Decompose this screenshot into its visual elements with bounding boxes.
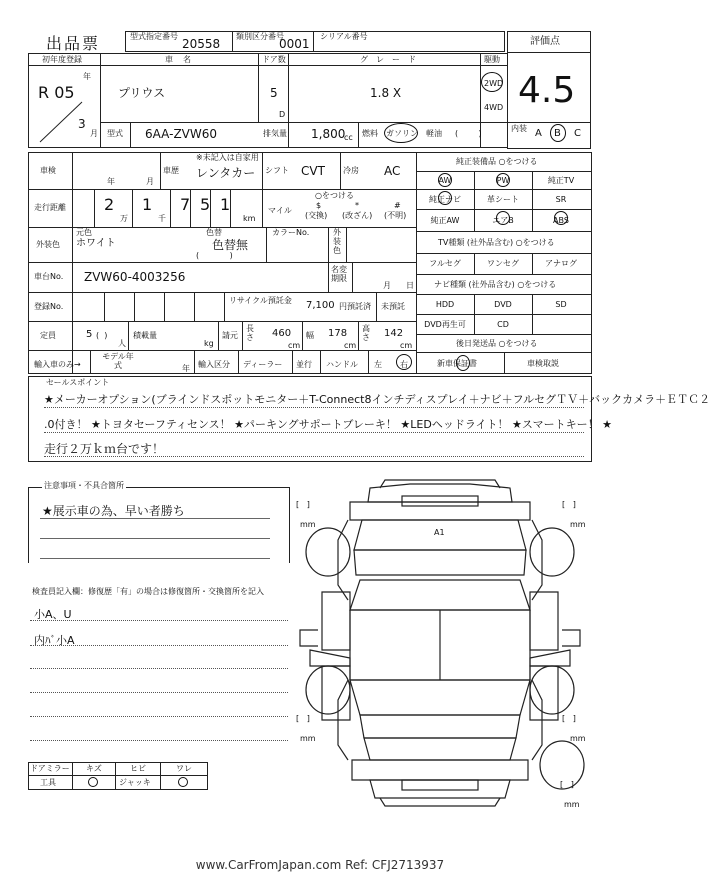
footer-url: www.CarFromJapan.com Ref: CFJ2713937 bbox=[195, 858, 445, 872]
handle-left: 左 bbox=[374, 360, 382, 369]
hash-sign: # bbox=[394, 201, 401, 210]
name-change-label: 名変期限 bbox=[331, 265, 347, 283]
sales-line-2: .0付き！ ★トヨタセーフティセンス！ ★パーキングサポートブレーキ！ ★LEDヘッドライト！ ★スマートキー！ ★ bbox=[44, 418, 612, 431]
tv-divider bbox=[532, 253, 533, 274]
light-oil-label: 軽油 bbox=[426, 129, 442, 138]
car-name-value: プリウス bbox=[118, 86, 166, 100]
equipment-circle bbox=[496, 173, 510, 187]
capacity-paren: ( ) bbox=[96, 331, 108, 340]
displacement-unit: cc bbox=[344, 133, 353, 142]
first-reg-year: R 05 bbox=[38, 83, 75, 102]
outer-label: 外装色 bbox=[333, 228, 341, 255]
bracket-front-right: [ ] bbox=[562, 500, 576, 509]
drive-2wd: 2WD bbox=[484, 79, 504, 88]
equipment-item: 純正ナビ bbox=[429, 194, 461, 204]
equipment-item: 純正AW bbox=[430, 215, 460, 225]
fuel-circle bbox=[384, 123, 418, 143]
length-label: 長さ bbox=[246, 324, 254, 342]
mile-label: マイル bbox=[268, 206, 292, 215]
equipment-item: AW bbox=[438, 175, 452, 185]
inspector-line-1: 小A、U bbox=[34, 608, 72, 621]
orig-color-label: 元色 bbox=[76, 228, 92, 237]
legend-jack-mark bbox=[178, 777, 188, 787]
later-manual: 車検取説 bbox=[527, 359, 559, 368]
import-label: 輸入車のみ→ bbox=[34, 360, 81, 369]
equipment-circle bbox=[554, 211, 568, 225]
width-unit: cm bbox=[344, 341, 357, 350]
dealer-label: ディーラー bbox=[243, 360, 283, 369]
equipment-item: エアB bbox=[492, 215, 514, 225]
exchange-label: (交換) bbox=[305, 211, 328, 220]
height-value: 142 bbox=[384, 328, 404, 339]
vin-value: ZVW60-4003256 bbox=[84, 270, 186, 284]
sales-label: セールスポイント bbox=[46, 378, 110, 387]
notes-line-1: ★展示車の為、早い者勝ち bbox=[42, 504, 185, 518]
navi-type: CD bbox=[497, 319, 509, 329]
legend-scratch: キズ bbox=[86, 764, 102, 773]
history-note: ※未記入は自家用 bbox=[196, 153, 259, 162]
navi-type: HDD bbox=[435, 299, 455, 309]
mileage-divider bbox=[94, 189, 95, 227]
displacement-value: 1,800 bbox=[311, 127, 346, 141]
handle-right: 右 bbox=[400, 360, 408, 369]
name-change-month: 月 bbox=[383, 281, 391, 290]
serial-label: シリアル番号 bbox=[320, 32, 368, 41]
navi-type: DVD bbox=[494, 299, 512, 309]
equipment-divider bbox=[474, 171, 475, 231]
mileage-digit: 7 bbox=[180, 195, 191, 214]
recycle-label: リサイクル預託金 bbox=[229, 296, 292, 305]
unknown-label: (不明) bbox=[384, 211, 407, 220]
vin-label: 車台No. bbox=[34, 272, 64, 281]
legend-tools: 工具 bbox=[40, 778, 56, 787]
fuel-paren: ( ) bbox=[455, 129, 482, 138]
legend-break: ワレ bbox=[176, 764, 192, 773]
model-designation-box bbox=[125, 31, 233, 52]
handle-right-circle bbox=[396, 354, 412, 370]
load-unit: kg bbox=[204, 339, 214, 348]
interior-c: C bbox=[574, 128, 581, 139]
mileage-divider bbox=[190, 189, 191, 227]
fuel-label: 燃料 bbox=[362, 129, 378, 138]
import-type-label: 輸入区分 bbox=[198, 360, 230, 369]
recycle-not: 未預託 bbox=[381, 302, 405, 311]
equipment-circle bbox=[438, 191, 452, 205]
shift-value: CVT bbox=[301, 164, 325, 178]
dollar-sign: $ bbox=[316, 201, 322, 210]
legend-jack: ジャッキ bbox=[119, 778, 151, 787]
orig-color-value: ホワイト bbox=[76, 238, 116, 249]
equipment-divider bbox=[532, 171, 533, 231]
color-no-label: カラーNo. bbox=[272, 228, 310, 237]
reg-cell-divider bbox=[134, 292, 135, 321]
legend-mirror: ドアミラー bbox=[30, 764, 70, 773]
drive-label: 駆動 bbox=[484, 55, 500, 64]
first-reg-month: 3 bbox=[78, 117, 86, 131]
width-label: 幅 bbox=[306, 331, 314, 340]
later-title: 後日発送品 ○をつける bbox=[456, 339, 538, 348]
score-value: 4.5 bbox=[518, 70, 576, 111]
ac-value: AC bbox=[384, 164, 401, 178]
equipment-item: PW bbox=[496, 175, 510, 185]
mileage-divider bbox=[132, 189, 133, 227]
doors-suffix: D bbox=[279, 110, 286, 119]
navi-type: DVD再生可 bbox=[424, 319, 466, 329]
height-unit: cm bbox=[400, 341, 413, 350]
interior-b-circle bbox=[550, 124, 566, 142]
interior-a: A bbox=[535, 128, 542, 139]
navi-type bbox=[532, 314, 590, 334]
first-reg-label: 初年度登録 bbox=[42, 55, 82, 64]
drive-4wd: 4WD bbox=[484, 103, 504, 112]
load-label: 積載量 bbox=[133, 331, 157, 340]
shaken-month-label: 月 bbox=[146, 177, 154, 186]
tampered-label: (改ざん) bbox=[342, 211, 373, 220]
navi-divider bbox=[532, 294, 533, 334]
later-warranty-circle bbox=[456, 355, 470, 371]
mileage-man: 万 bbox=[120, 214, 128, 223]
height-label: 高さ bbox=[362, 324, 370, 342]
navi-divider bbox=[474, 294, 475, 334]
equipment-circle bbox=[438, 173, 452, 187]
mileage-sen: 千 bbox=[158, 214, 166, 223]
bracket-front-left: [ ] bbox=[296, 500, 310, 509]
tv-title: TV種類 (社外品含む) ○をつける bbox=[438, 238, 555, 247]
serial-box bbox=[313, 31, 505, 52]
doors-label: ドア数 bbox=[262, 55, 286, 64]
request-label: 請元 bbox=[222, 331, 238, 340]
mm-spare: mm bbox=[564, 800, 580, 809]
mileage-divider bbox=[210, 189, 211, 227]
mileage-divider bbox=[170, 189, 171, 227]
model-no-label: 型式指定番号 bbox=[130, 32, 178, 41]
shift-label: シフト bbox=[265, 166, 289, 175]
grade-label: グレード bbox=[360, 55, 424, 64]
capacity-value: 5 bbox=[86, 329, 93, 340]
navi-title: ナビ種類 (社外品含む) ○をつける bbox=[434, 280, 557, 289]
notes-box bbox=[28, 487, 290, 563]
capacity-label: 定員 bbox=[40, 331, 56, 340]
class-no-label: 類別区分番号 bbox=[236, 32, 284, 41]
first-reg-month-label: 月 bbox=[90, 129, 98, 138]
score-label: 評価点 bbox=[530, 36, 560, 47]
equipment-item: 革シート bbox=[487, 194, 519, 204]
reg-cell-divider bbox=[164, 292, 165, 321]
mileage-mark-label: ○をつける bbox=[315, 191, 354, 200]
model-no-value: 20558 bbox=[182, 37, 221, 51]
mm-rear-left: mm bbox=[300, 734, 316, 743]
mileage-label: 走行距離 bbox=[34, 203, 66, 212]
later-warranty: 新車保証書 bbox=[437, 359, 477, 368]
model-label: 型式 bbox=[107, 129, 123, 138]
shaken-label: 車検 bbox=[40, 166, 56, 175]
reg-cell-divider bbox=[194, 292, 195, 321]
notes-label: 注意事項・不具合箇所 bbox=[44, 481, 124, 490]
equipment-title: 純正装備品 ○をつける bbox=[456, 157, 538, 166]
mm-front-right: mm bbox=[570, 520, 586, 529]
tv-type: アナログ bbox=[545, 259, 577, 268]
sheet-title: 出品票 bbox=[46, 34, 101, 53]
inspector-line-2: 内ﾊﾞ小A bbox=[34, 634, 75, 647]
equipment-item: SR bbox=[555, 194, 567, 204]
sales-line-1: ★メーカーオプション(ブラインドスポットモニター＋T-Connect8インチディスプレイ＋ナビ＋フルセグＴＶ＋バックカメラ＋ＥＴＣ２ bbox=[44, 393, 710, 406]
mileage-digit: 1 bbox=[142, 195, 153, 214]
damage-a1: A1 bbox=[434, 528, 445, 537]
ac-label: 冷房 bbox=[343, 166, 359, 175]
equipment-circle bbox=[496, 211, 510, 225]
width-value: 178 bbox=[328, 328, 348, 339]
class-no-value: 0001 bbox=[279, 37, 310, 51]
class-no-box bbox=[232, 31, 314, 52]
fuel-value: ガソリン bbox=[386, 129, 418, 138]
recycle-unit: 円預託済 bbox=[339, 302, 371, 311]
sales-line-3: 走行２万ｋｍ台です！ bbox=[44, 442, 165, 456]
displacement-label: 排気量 bbox=[263, 129, 287, 138]
mileage-km: km bbox=[243, 214, 256, 223]
length-unit: cm bbox=[288, 341, 301, 350]
bracket-rear-left: [ ] bbox=[296, 714, 310, 723]
mileage-digit: 5 bbox=[200, 195, 211, 214]
legend-tools-mark bbox=[88, 777, 98, 787]
first-reg-year-label: 年 bbox=[83, 72, 91, 81]
tv-type: フルセグ bbox=[429, 259, 461, 268]
handle-label: ハンドル bbox=[326, 360, 358, 369]
equipment-item: ABS bbox=[553, 215, 569, 225]
model-value: 6AA-ZVW60 bbox=[145, 127, 218, 141]
inspector-label: 検査員記入欄：修復歴「有」の場合は修復箇所・交換箇所を記入 bbox=[32, 587, 264, 596]
model-year-label: モデル年式 bbox=[102, 352, 134, 370]
tv-divider bbox=[474, 253, 475, 274]
color-label: 外装色 bbox=[36, 240, 60, 249]
mm-rear-right: mm bbox=[570, 734, 586, 743]
recycle-value: 7,100 bbox=[306, 300, 335, 311]
navi-type: SD bbox=[555, 299, 567, 309]
history-label: 車歴 bbox=[163, 166, 179, 175]
color-change-label: 色替 bbox=[206, 228, 222, 237]
grade-value: 1.8 X bbox=[370, 86, 402, 100]
equipment-item: 純正TV bbox=[547, 175, 575, 185]
drive-2wd-circle bbox=[481, 72, 503, 92]
length-value: 460 bbox=[272, 328, 292, 339]
car-name-label: 車名 bbox=[165, 55, 201, 64]
parallel-label: 並行 bbox=[296, 360, 312, 369]
bracket-rear-right: [ ] bbox=[562, 714, 576, 723]
mileage-digit: 1 bbox=[220, 195, 231, 214]
mileage-divider bbox=[230, 189, 231, 227]
name-change-day: 日 bbox=[406, 281, 414, 290]
history-value: レンタカー bbox=[196, 166, 256, 180]
shaken-year-label: 年 bbox=[107, 177, 115, 186]
legend-crack: ヒビ bbox=[130, 764, 146, 773]
color-paren: ( ) bbox=[196, 251, 233, 260]
tv-type: ワンセグ bbox=[487, 259, 519, 268]
asterisk-sign: * bbox=[355, 201, 359, 210]
capacity-unit: 人 bbox=[118, 339, 126, 348]
reg-label: 登録No. bbox=[34, 302, 64, 311]
mm-front-left: mm bbox=[300, 520, 316, 529]
color-change-value: 色替無 bbox=[212, 238, 249, 252]
interior-label: 内装 bbox=[511, 124, 527, 133]
bracket-spare: [ ] bbox=[560, 780, 574, 789]
doors-value: 5 bbox=[270, 86, 278, 100]
import-year: 年 bbox=[182, 364, 190, 373]
interior-b: B bbox=[554, 128, 561, 139]
reg-cell-divider bbox=[224, 292, 225, 321]
mileage-digit: 2 bbox=[104, 195, 115, 214]
reg-cell-divider bbox=[104, 292, 105, 321]
